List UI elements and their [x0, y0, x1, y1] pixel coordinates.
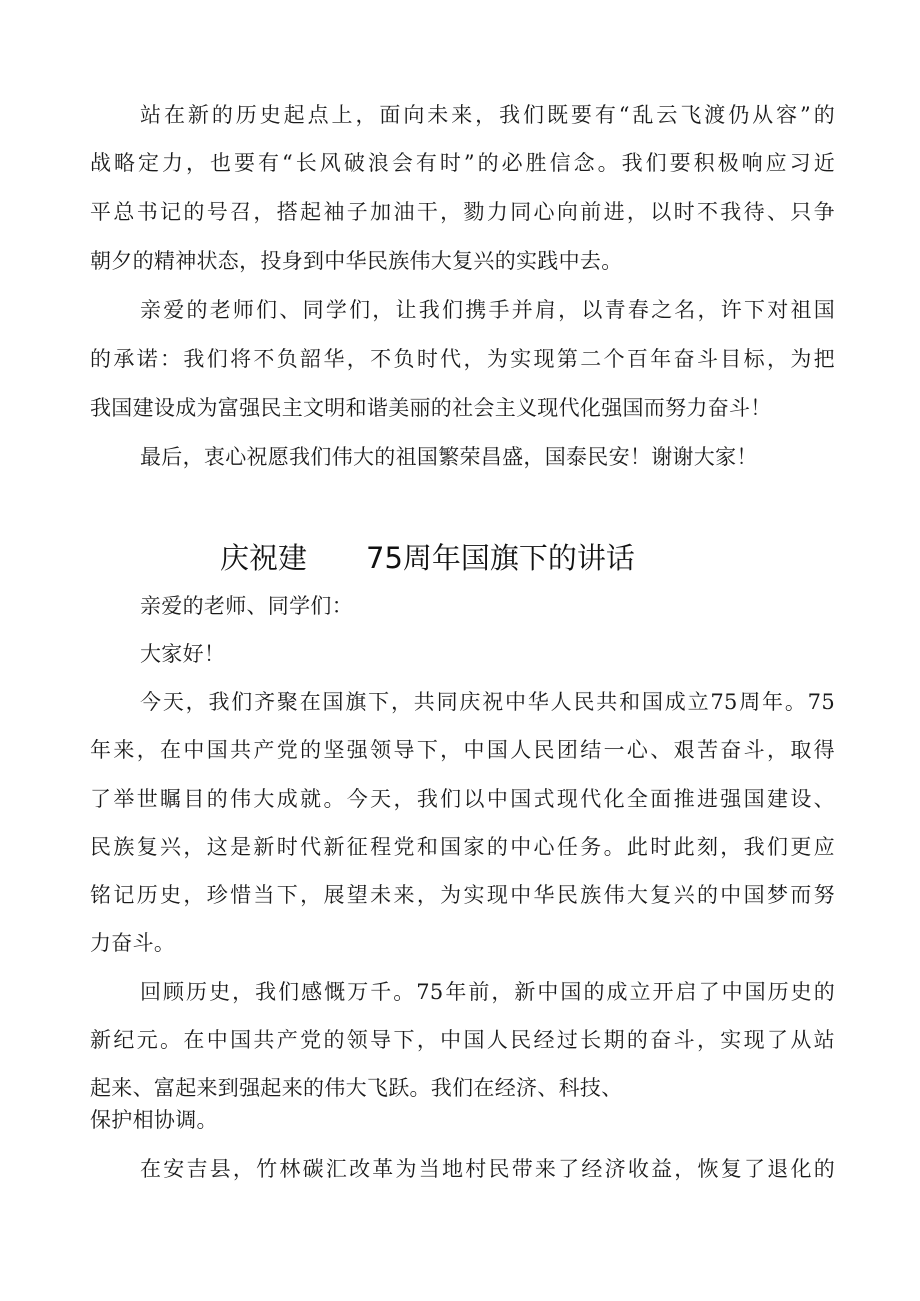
- paragraph-1-line-4: 朝夕的精神状态，投身到中华民族伟大复兴的实践中去。: [90, 249, 623, 273]
- paragraph-1-line-1: 站在新的历史起点上，面向未来，我们既要有“乱云飞渡仍从容”的: [140, 103, 835, 127]
- greeting: 大家好！: [140, 642, 226, 666]
- speech-title-part-1: 庆祝建: [220, 541, 308, 575]
- paragraph-2-line-1: 亲爱的老师们、同学们，让我们携手并肩，以青春之名，许下对祖国: [140, 298, 835, 322]
- speech-title-part-2: 75周年国旗下的讲话: [366, 541, 635, 575]
- paragraph-4-line-5: 铭记历史，珍惜当下，展望未来，为实现中华民族伟大复兴的中国梦而努: [90, 883, 835, 907]
- paragraph-2-line-3: 我国建设成为富强民主文明和谐美丽的社会主义现代化强国而努力奋斗！: [90, 396, 772, 420]
- paragraph-4-line-6: 力奋斗。: [90, 931, 176, 955]
- salutation: 亲爱的老师、同学们：: [140, 594, 353, 618]
- paragraph-4-line-4: 民族复兴，这是新时代新征程党和国家的中心任务。此时此刻，我们更应: [90, 835, 835, 859]
- paragraph-6-line-1: 在安吉县，竹林碳汇改革为当地村民带来了经济收益，恢复了退化的: [140, 1157, 835, 1181]
- paragraph-3-line-1: 最后，衷心祝愿我们伟大的祖国繁荣昌盛，国泰民安！谢谢大家！: [140, 445, 758, 469]
- paragraph-4-line-3: 了举世瞩目的伟大成就。今天，我们以中国式现代化全面推进强国建设、: [90, 787, 835, 811]
- paragraph-5-line-4: 保护相协调。: [90, 1108, 218, 1132]
- paragraph-4-line-1: 今天，我们齐聚在国旗下，共同庆祝中华人民共和国成立75周年。75: [140, 690, 835, 714]
- paragraph-5-line-3: 起来、富起来到强起来的伟大飞跃。我们在经济、科技、: [90, 1076, 623, 1100]
- paragraph-4-line-2: 年来，在中国共产党的坚强领导下，中国人民团结一心、艰苦奋斗，取得: [90, 738, 835, 762]
- paragraph-5-line-1: 回顾历史，我们感慨万千。75年前，新中国的成立开启了中国历史的: [140, 980, 835, 1004]
- paragraph-5-line-2: 新纪元。在中国共产党的领导下，中国人民经过长期的奋斗，实现了从站: [90, 1028, 835, 1052]
- paragraph-1-line-3: 平总书记的号召，搭起袖子加油干，勠力同心向前进，以时不我待、只争: [90, 200, 835, 224]
- paragraph-1-line-2: 战略定力，也要有“长风破浪会有时”的必胜信念。我们要积极响应习近: [90, 151, 835, 175]
- paragraph-2-line-2: 的承诺：我们将不负韶华，不负时代，为实现第二个百年奋斗目标，为把: [90, 347, 835, 371]
